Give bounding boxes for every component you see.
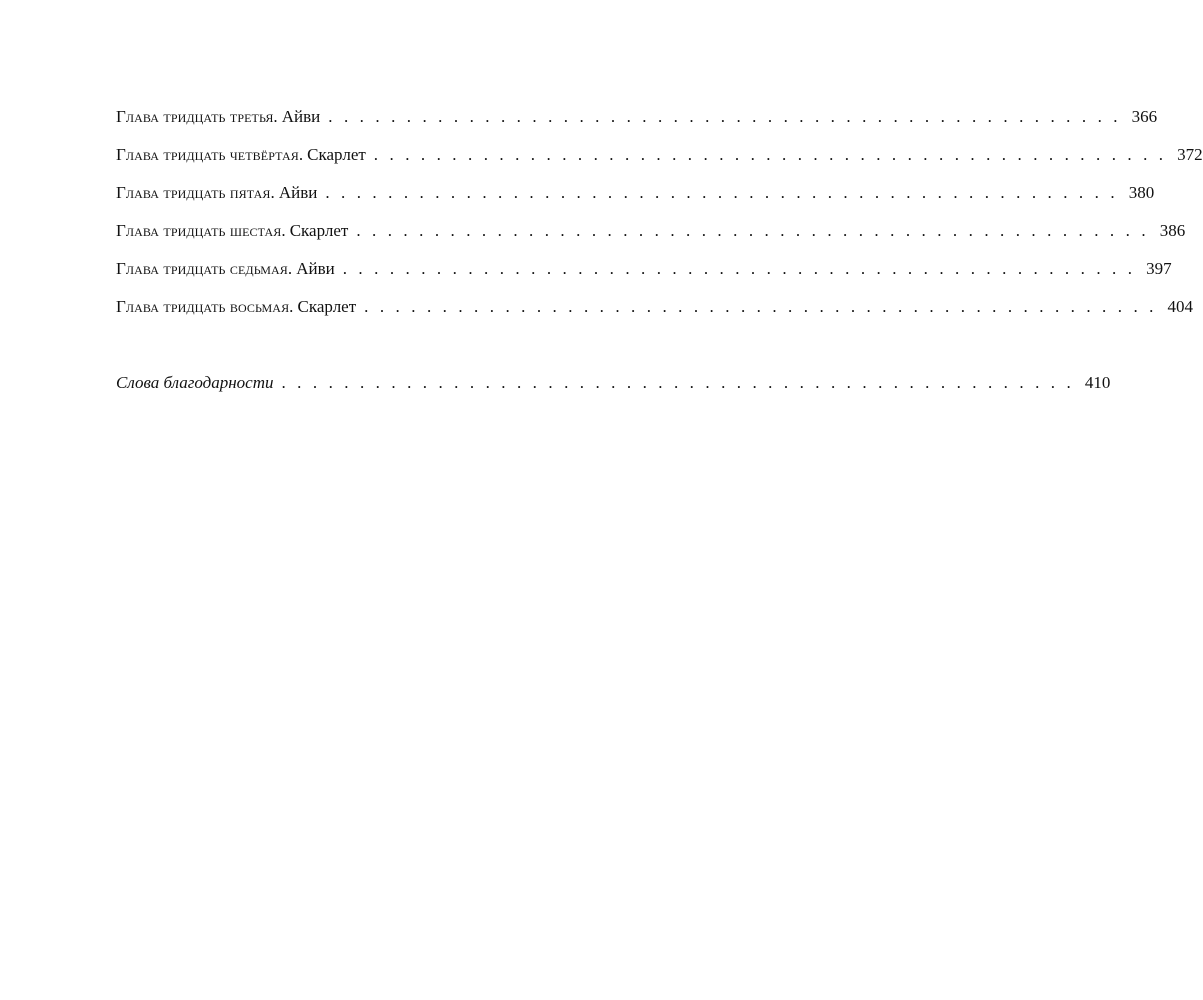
chapter-name: Скарлет xyxy=(307,145,366,164)
toc-entry-acknowledgments xyxy=(116,370,1111,408)
toc-entry-chapter-38 xyxy=(116,294,1194,332)
page-number: 366 xyxy=(1131,107,1158,126)
page-number: 372 xyxy=(1177,145,1203,164)
page-number: 380 xyxy=(1128,183,1155,202)
dot-leader: . . . . . . . . . . . . . . . . . . . . . . . . . . . . . . . . . . . . . . . . . . . . . . . . . . . xyxy=(373,145,1167,164)
chapter-name: Скарлет xyxy=(289,221,349,240)
toc-entry-chapter-33 xyxy=(116,104,1158,142)
chapter-label: Глава тридцать шестая. xyxy=(116,221,286,240)
chapter-label: Глава тридцать восьмая. xyxy=(116,297,294,316)
toc-entry-chapter-34 xyxy=(116,142,1203,180)
toc-entry-chapter-36 xyxy=(116,218,1186,256)
chapter-name: Айви xyxy=(281,107,321,126)
acknowledgments-title: Слова благодарности xyxy=(116,373,274,392)
table-of-contents xyxy=(116,104,1203,408)
chapter-name: Скарлет xyxy=(297,297,357,316)
chapter-name: Айви xyxy=(278,183,318,202)
dot-leader: . . . . . . . . . . . . . . . . . . . . . . . . . . . . . . . . . . . . . . . . . . . . . . . . . . . xyxy=(328,107,1122,126)
chapter-label: Глава тридцать четвёртая. xyxy=(116,145,304,164)
dot-leader: . . . . . . . . . . . . . . . . . . . . . . . . . . . . . . . . . . . . . . . . . . . . . . . . . . . xyxy=(356,221,1150,240)
toc-entry-chapter-37 xyxy=(116,256,1172,294)
page-number: 410 xyxy=(1084,373,1111,392)
toc-entry-chapter-35 xyxy=(116,180,1155,218)
chapter-label: Глава тридцать пятая. xyxy=(116,183,275,202)
page-number: 386 xyxy=(1159,221,1186,240)
chapter-name: Айви xyxy=(296,259,335,278)
dot-leader: . . . . . . . . . . . . . . . . . . . . . . . . . . . . . . . . . . . . . . . . . . . . . . . . . . . xyxy=(281,373,1075,392)
section-spacer xyxy=(116,332,544,370)
page-number: 404 xyxy=(1167,297,1194,316)
dot-leader: . . . . . . . . . . . . . . . . . . . . . . . . . . . . . . . . . . . . . . . . . . . . . . . . . . . xyxy=(364,297,1158,316)
chapter-label: Глава тридцать седьмая. xyxy=(116,259,293,278)
page-number: 397 xyxy=(1146,259,1172,278)
chapter-label: Глава тридцать третья. xyxy=(116,107,278,126)
dot-leader: . . . . . . . . . . . . . . . . . . . . . . . . . . . . . . . . . . . . . . . . . . . . . . . . . . . xyxy=(325,183,1119,202)
dot-leader: . . . . . . . . . . . . . . . . . . . . . . . . . . . . . . . . . . . . . . . . . . . . . . . . . . . xyxy=(342,259,1136,278)
